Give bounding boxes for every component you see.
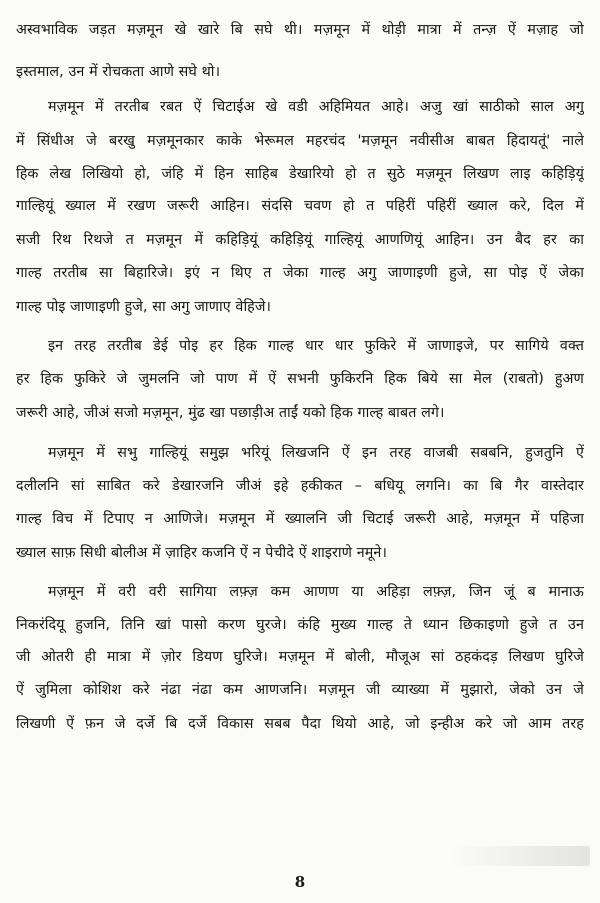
text-line: गाल्ह विच में टिपाए न आणिजे। मज़मून में ख्यालनि जी चिटाई जरूरी आहे, मज़मून में पहिजा bbox=[16, 511, 584, 527]
text-line: दलीलनि सां साबित करे डेखारजनि जीअं इहे हकीकत – बधियू लगनि। का बि गैर वास्तेदार bbox=[16, 478, 584, 494]
text-line: इन तरह तरतीब डेई पोइ हर हिक गाल्ह धार धार फुकिरे में जाणाइजे, पर सागिये वक्त bbox=[48, 338, 584, 354]
text-line: लिखणी ऐं फ़न जे दर्जे बि दर्जे विकास सबब पैदा थियो आहे, जो इन्हीअ करे जो आम तरह bbox=[16, 716, 584, 732]
text-line: मज़मून में सभु गाल्हियूं समुझ भरियूं लिखजनि ऐं इन तरह वाजबी सबबनि, हुजतुनि ऐं bbox=[48, 445, 584, 461]
text-line: हिक लेख लिखियो हो, जंहि में हिन साहिब डेखारियो हो त सुठे मज़मून लिखण लाइ कहिड़ियूं bbox=[16, 166, 584, 182]
show-through-shadow bbox=[450, 846, 590, 866]
text-line: हर हिक फुकिरे जे जुमलनि जो पाण में ऐं सभनी फुकिरनि हिक बिये सा मेल (राबतो) हुअण bbox=[16, 371, 584, 387]
text-line: ख्याल साफ़ सिधी बोलीअ में ज़ाहिर कजनि ऐं न पेचीदे ऐं शाइराणे नमूने। bbox=[16, 545, 387, 561]
text-line: अस्वभाविक जड़त मज़मून खे खारे बि सघे थी। मज़मून में थोड़ी मात्रा में तन्ज़ ऐं मज़ाह जो bbox=[16, 22, 584, 38]
text-line: जी ओतरी ही मात्रा में ज़ोर डियण घुरिजे। मज़मून में बोली, मौजूअ सां ठहकंदड़ लिखण घुरिजे bbox=[16, 649, 584, 665]
text-line: मज़मून में तरतीब रबत ऐं चिटाईअ खे वडी अहिमियत आहे। अजु खां साठीको साल अगु bbox=[48, 99, 584, 115]
text-line: गाल्ह पोइ जाणाइणी हुजे, सा अगु जाणाए वेहिजे। bbox=[16, 299, 272, 315]
text-line: ऐं जुमिला कोशिश करे नंढा नंढा कम आणजनि। मज़मून जी व्याख्या में मुझारो, जेको उन जे bbox=[16, 682, 584, 698]
page-number: 8 bbox=[294, 873, 306, 891]
text-line: निकरंदियू हुजनि, तिनि खां पासो करण घुरजे। कंहि मुख्य गाल्ह ते ध्यान छिकाइणो हुजे त उन bbox=[16, 617, 584, 633]
text-line: गाल्हियूं ख्याल में रखण जरूरी आहिन। संदसि चवण हो त पहिरीं पहिरीं ख्याल करे, दिल में bbox=[16, 198, 584, 214]
text-line: में सिंधीअ जे बरखु मज़मूनकार काके भेरूमल महरचंद 'मज़मून नवीसीअ बाबत हिदायतूं' नाले bbox=[16, 133, 584, 149]
text-line: मज़मून में वरी वरी सागिया लफ़्ज़ कम आणण या अहिड़ा लफ़्ज़, जिन जूं ब मानाऊ bbox=[48, 584, 584, 600]
text-line: जरूरी आहे, जीअं सजो मज़मून, मुंढ खा पछाड़ीअ ताईं यको हिक गाल्ह बाबत लगे। bbox=[16, 405, 445, 421]
text-line: इस्तमाल, उन में रोचकता आणे सघे थो। bbox=[16, 64, 221, 80]
text-line: सजी रिथ रिथजे त मज़मून में कहिड़ियूं कहिड़ियूं गाल्हियूं आणणियूं आहिन। उन बैद हर का bbox=[16, 232, 584, 248]
text-line: गाल्ह तरतीब सा बिहारिजे। इएं न थिए त जेका गाल्ह अगु जाणाइणी हुजे, सा पोइ ऐं जेका bbox=[16, 265, 584, 281]
